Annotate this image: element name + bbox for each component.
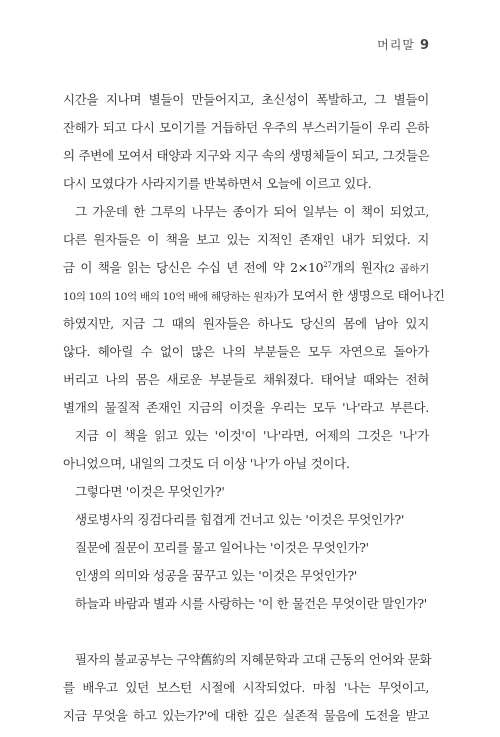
running-header [377, 36, 430, 53]
question-line: 그렇다면 '이것은 무엇인가?' [75, 484, 225, 499]
question-line: 질문에 질문이 꼬리를 물고 일어나는 '이것은 무엇인가?' [75, 540, 369, 555]
text-line: 않다. 헤아릴 수 없이 많은 나의 부분들은 모두 자연으로 돌아가 [63, 344, 429, 359]
text-line: 의 주변에 모여서 태양과 지구와 지구 속의 생명체들이 되고, 그것들은 [63, 148, 430, 163]
question-line: 인생의 의미와 성공을 꿈꾸고 있는 '이것은 무엇인가?' [75, 568, 357, 583]
question-line: 생로병사의 징검다리를 힘겹게 건너고 있는 '이것은 무엇인가?' [75, 512, 405, 527]
text-line: 별개의 물질적 존재인 지금의 이것을 우리는 모두 '나'라고 부른다. [63, 400, 429, 415]
text-line: 그 가운데 한 그루의 나무는 종이가 되어 일부는 이 책이 되었고, [75, 204, 429, 219]
text-line: 잔해가 되고 다시 모이기를 거듭하던 우주의 부스러기들이 우리 은하 [63, 120, 429, 135]
header-title: 머리말 [377, 38, 415, 52]
parenthetical-note: 10의 10의 10억 배의 10억 배에 해당하는 원자) [63, 291, 277, 303]
parenthetical-note: (2 곱하기 [384, 263, 429, 275]
body-text [63, 86, 445, 730]
text-span: 개의 원자 [331, 260, 385, 275]
text-line: 아니었으며, 내일의 그것도 더 이상 '나'가 아닐 것이다. [63, 456, 350, 471]
text-span: 금 이 책을 읽는 당신은 수십 년 전에 약 2×10 [63, 260, 324, 275]
text-line: 시간을 지나며 별들이 만들어지고, 초신성이 폭발하고, 그 별들이 [63, 92, 429, 107]
text-span: 가 모여서 한 생명으로 태어나긴 [276, 288, 445, 303]
paragraph-gap [63, 618, 429, 646]
text-line [63, 254, 429, 282]
text-line: 지금 이 책을 읽고 있는 '이것'이 '나'라면, 어제의 그것은 '나'가 [75, 428, 429, 443]
text-line: 버리고 나의 몸은 새로운 부분들로 채워졌다. 태어날 때와는 전혀 [63, 372, 429, 387]
page-number: 9 [419, 38, 430, 53]
text-line [63, 282, 445, 310]
text-line: 다시 모였다가 사라지기를 반복하면서 오늘에 이르고 있다. [63, 176, 372, 191]
text-line: 필자의 불교공부는 구약舊約의 지혜문학과 고대 근동의 언어와 문화 [75, 652, 432, 667]
text-line: 하였지만, 지금 그 때의 원자들은 하나도 당신의 몸에 남아 있지 [63, 316, 429, 331]
text-line: 를 배우고 있던 보스턴 시절에 시작되었다. 마침 '나는 무엇이고, [63, 680, 429, 695]
exponent: 27 [323, 260, 332, 269]
question-line: 하늘과 바람과 별과 시를 사랑하는 '이 한 물건은 무엇이란 말인가?' [75, 596, 427, 611]
text-line: 다른 원자들은 이 책을 보고 있는 지적인 존재인 내가 되었다. 지 [63, 232, 429, 247]
text-line: 지금 무엇을 하고 있는가?'에 대한 깊은 실존적 물음에 도전을 받고 [63, 708, 429, 723]
